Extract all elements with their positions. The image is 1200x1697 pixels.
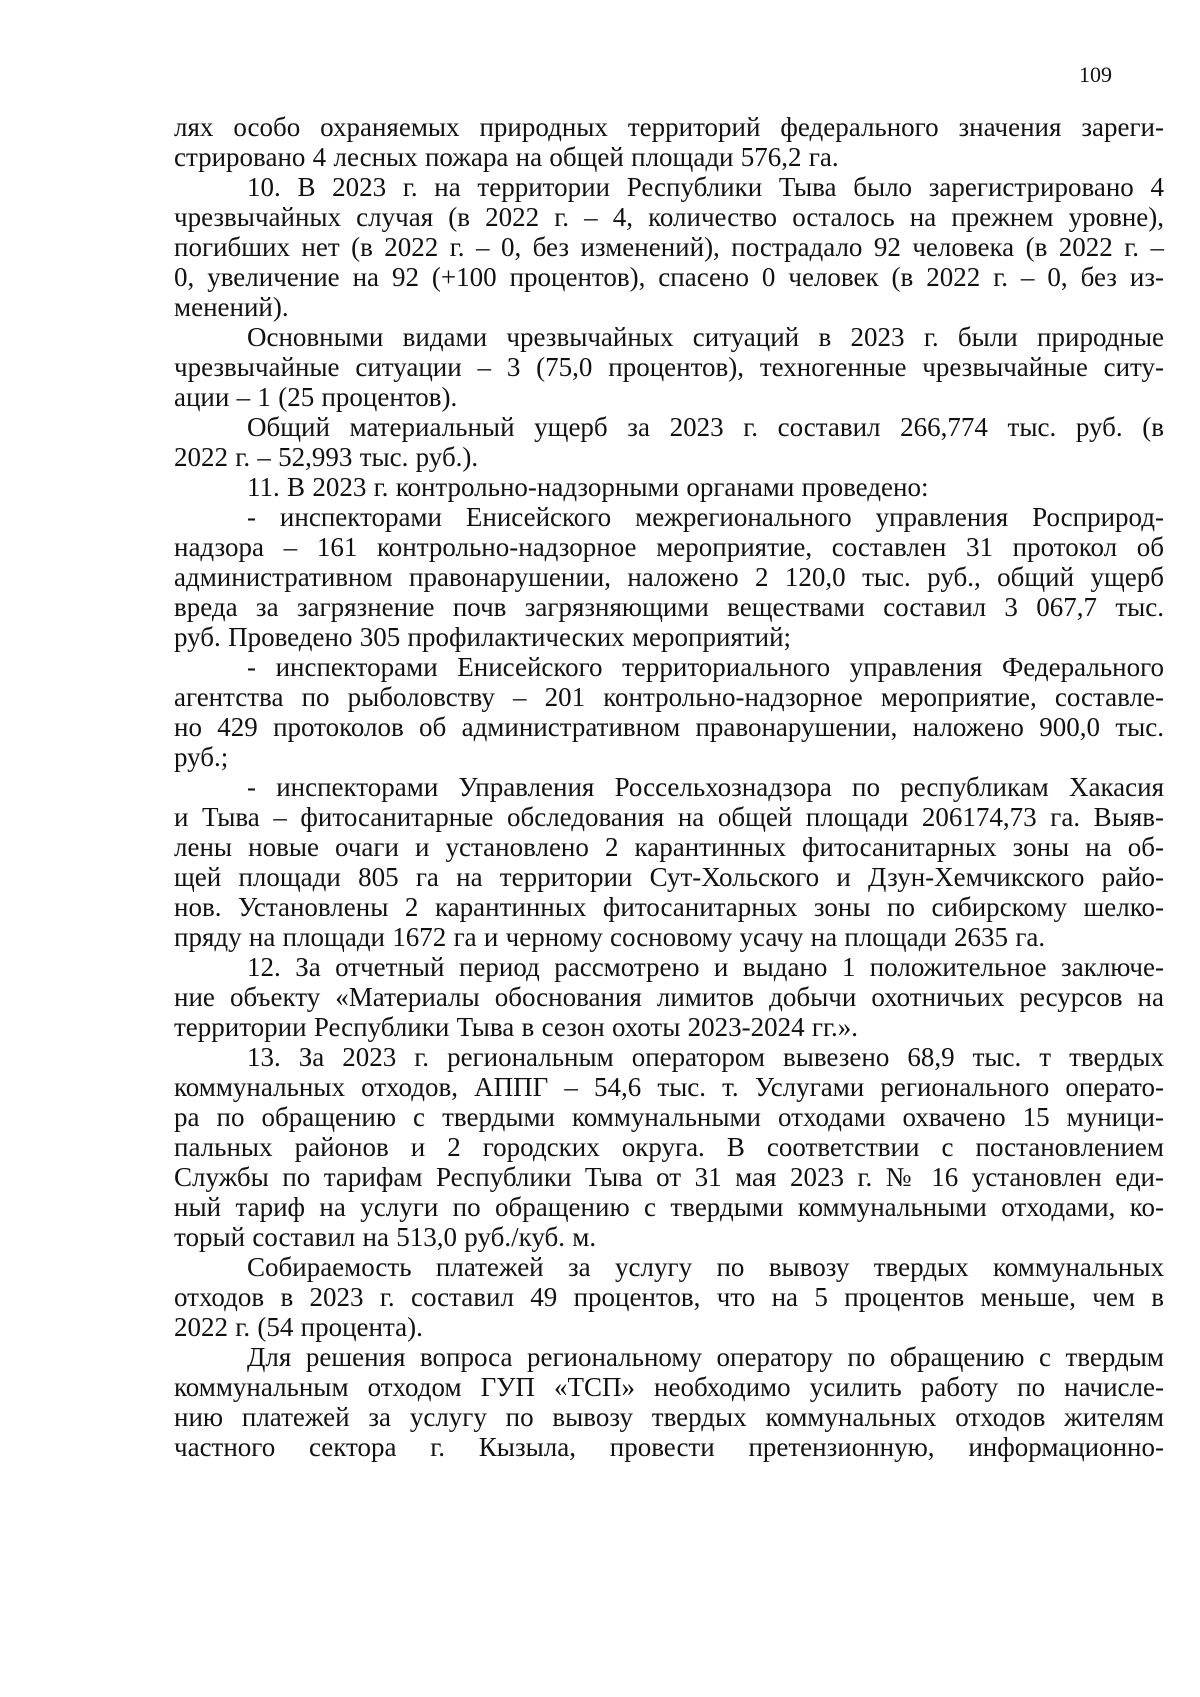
text-line: руб. Проведено 305 профилактических мероприятий;: [174, 622, 792, 652]
page-number: 109: [1079, 62, 1112, 87]
paragraph-rosselkhoznadzor: [174, 772, 1164, 952]
text-line: коммунальным отходом ГУП «ТСП» необходимо усилить работу по начисле-: [174, 1372, 1164, 1402]
text-line: менений).: [174, 292, 289, 322]
text-line: чрезвычайных случая (в 2022 г. – 4, количество осталось на прежнем уровне),: [174, 202, 1164, 232]
text-line: лях особо охраняемых природных территорий федерального значения зареги-: [174, 112, 1164, 142]
paragraph-fishery-agency: [174, 652, 1164, 772]
paragraph-item-10: [174, 172, 1164, 322]
text-line: агентства по рыболовству – 201 контрольно-надзорное мероприятие, составле-: [174, 682, 1164, 712]
text-line: пряду на площади 1672 га и черному сосновому усачу на площади 2635 га.: [174, 922, 1046, 952]
text-line: Собираемость платежей за услугу по вывозу твердых коммунальных: [247, 1252, 1164, 1282]
text-line: чрезвычайные ситуации – 3 (75,0 процентов), техногенные чрезвычайные ситу-: [174, 352, 1164, 382]
text-line: коммунальных отходов, АППГ – 54,6 тыс. т. Услугами регионального операто-: [174, 1072, 1164, 1102]
paragraph-item-13: [174, 1042, 1164, 1252]
text-line: 10. В 2023 г. на территории Республики Тыва было зарегистрировано 4: [247, 172, 1164, 202]
paragraph-item-11: [174, 472, 1164, 502]
text-line: административном правонарушении, наложено 2 120,0 тыс. руб., общий ущерб: [174, 562, 1164, 592]
paragraph-1: [174, 112, 1164, 172]
text-line: ние объекту «Материалы обоснования лимитов добычи охотничьих ресурсов на: [174, 982, 1164, 1012]
text-line: 0, увеличение на 92 (+100 процентов), спасено 0 человек (в 2022 г. – 0, без из-: [174, 262, 1164, 292]
text-line: Общий материальный ущерб за 2023 г. составил 266,774 тыс. руб. (в: [247, 412, 1164, 442]
text-line: 2022 г. – 52,993 тыс. руб.).: [174, 442, 479, 472]
document-body: [174, 112, 1164, 1462]
paragraph-rosprirodnadzor: [174, 502, 1164, 652]
text-line: 11. В 2023 г. контрольно-надзорными органами проведено:: [247, 472, 929, 502]
text-line: но 429 протоколов об административном правонарушении, наложено 900,0 тыс.: [174, 712, 1164, 742]
text-line: - инспекторами Енисейского территориального управления Федерального: [247, 652, 1164, 682]
text-line: - инспекторами Управления Россельхознадзора по республикам Хакасия: [247, 772, 1164, 802]
text-line: ный тариф на услуги по обращению с твердыми коммунальными отходами, ко-: [174, 1192, 1164, 1222]
text-line: частного сектора г. Кызыла, провести претензионную, информационно-: [174, 1432, 1164, 1462]
paragraph-item-12: [174, 952, 1164, 1042]
text-line: руб.;: [174, 742, 229, 772]
text-line: территории Республики Тыва в сезон охоты 2023-2024 гг.».: [174, 1012, 859, 1042]
text-line: нов. Установлены 2 карантинных фитосанитарных зоны по сибирскому шелко-: [174, 892, 1164, 922]
text-line: Для решения вопроса региональному оператору по обращению с твердым: [247, 1342, 1164, 1372]
text-line: вреда за загрязнение почв загрязняющими веществами составил 3 067,7 тыс.: [174, 592, 1164, 622]
paragraph-emergency-types: [174, 322, 1164, 412]
text-line: ра по обращению с твердыми коммунальными отходами охвачено 15 муници-: [174, 1102, 1164, 1132]
text-line: Основными видами чрезвычайных ситуаций в 2023 г. были природные: [247, 322, 1164, 352]
text-line: и Тыва – фитосанитарные обследования на общей площади 206174,73 га. Выяв-: [174, 802, 1164, 832]
text-line: пальных районов и 2 городских округа. В соответствии с постановлением: [174, 1132, 1164, 1162]
text-line: погибших нет (в 2022 г. – 0, без изменений), пострадало 92 человека (в 2022 г. –: [174, 232, 1164, 262]
paragraph-operator-recommendations: [174, 1342, 1164, 1462]
paragraph-material-damage: [174, 412, 1164, 472]
text-line: ации – 1 (25 процентов).: [174, 382, 458, 412]
text-line: отходов в 2023 г. составил 49 процентов, что на 5 процентов меньше, чем в: [174, 1282, 1164, 1312]
paragraph-payment-collection: [174, 1252, 1164, 1342]
text-line: нию платежей за услугу по вывозу твердых коммунальных отходов жителям: [174, 1402, 1164, 1432]
text-line: надзора – 161 контрольно-надзорное мероприятие, составлен 31 протокол об: [174, 532, 1164, 562]
text-line: 2022 г. (54 процента).: [174, 1312, 423, 1342]
text-line: торый составил на 513,0 руб./куб. м.: [174, 1222, 597, 1252]
text-line: Службы по тарифам Республики Тыва от 31 мая 2023 г. № 16 установлен еди-: [174, 1162, 1164, 1192]
text-line: лены новые очаги и установлено 2 карантинных фитосанитарных зоны на об-: [174, 832, 1164, 862]
text-line: щей площади 805 га на территории Сут-Хольского и Дзун-Хемчикского райо-: [174, 862, 1164, 892]
text-line: стрировано 4 лесных пожара на общей площади 576,2 га.: [174, 142, 839, 172]
text-line: - инспекторами Енисейского межрегионального управления Росприрод-: [247, 502, 1164, 532]
text-line: 12. За отчетный период рассмотрено и выдано 1 положительное заключе-: [247, 952, 1164, 982]
text-line: 13. За 2023 г. региональным оператором вывезено 68,9 тыс. т твердых: [247, 1042, 1164, 1072]
